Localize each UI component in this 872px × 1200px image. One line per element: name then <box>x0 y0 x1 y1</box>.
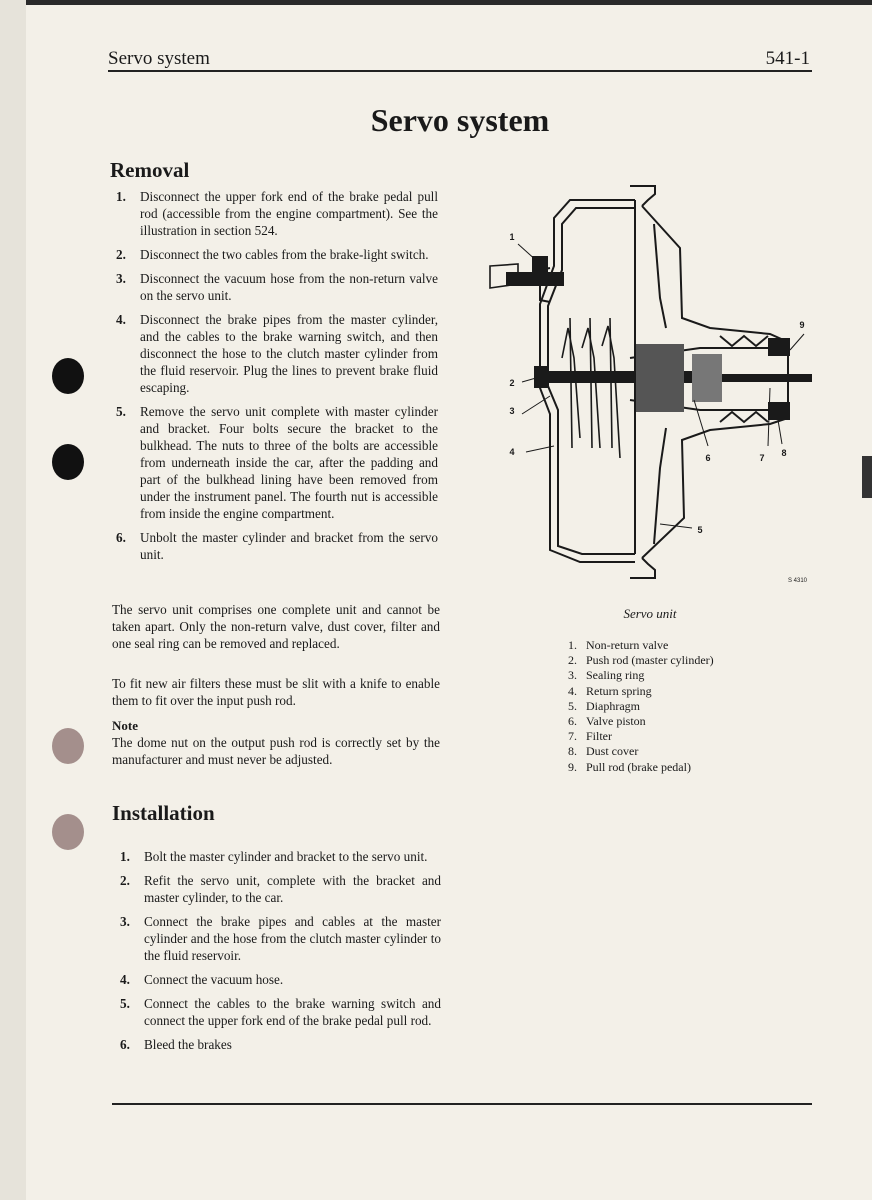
figure-legend <box>568 638 714 775</box>
callout-2: 2 <box>509 378 515 388</box>
legend-text: Filter <box>586 729 612 744</box>
step-number: 5. <box>116 404 126 419</box>
installation-step <box>114 1036 441 1053</box>
binder-hole <box>52 728 84 764</box>
legend-number: 4. <box>568 683 577 698</box>
callout-4: 4 <box>509 447 515 457</box>
installation-steps-list <box>114 848 441 1060</box>
removal-step <box>110 529 438 563</box>
callout-9: 9 <box>799 320 805 330</box>
legend-number: 8. <box>568 744 577 759</box>
legend-item <box>568 729 714 744</box>
legend-number: 9. <box>568 759 577 774</box>
installation-step <box>114 872 441 906</box>
legend-text: Pull rod (brake pedal) <box>586 759 691 774</box>
legend-item <box>568 668 714 683</box>
legend-item <box>568 714 714 729</box>
page-top-edge <box>0 0 872 5</box>
footer-rule <box>112 1103 812 1105</box>
step-text: Connect the brake pipes and cables at the master cylinder and the hose from the clutch master cylinder to the fluid reservoir. <box>144 914 441 963</box>
legend-number: 3. <box>568 668 577 683</box>
callout-8: 8 <box>781 448 787 458</box>
page-number: 541-1 <box>765 48 810 69</box>
step-number: 6. <box>120 1037 130 1052</box>
removal-step <box>110 311 438 396</box>
note-text: The dome nut on the output push rod is correctly set by the manufacturer and must never be adjusted. <box>112 735 440 767</box>
figure-code: S 4310 <box>788 578 808 584</box>
legend-item <box>568 744 714 759</box>
installation-step <box>114 995 441 1029</box>
running-header-section: Servo system <box>108 48 210 69</box>
header-rule <box>108 70 812 72</box>
binder-hole <box>52 358 84 394</box>
removal-heading: Removal <box>110 158 190 182</box>
step-text: Unbolt the master cylinder and bracket from the servo unit. <box>140 530 438 562</box>
removal-step <box>110 246 438 263</box>
legend-item <box>568 684 714 699</box>
legend-text: Return spring <box>586 683 652 698</box>
step-text: Disconnect the two cables from the brake-light switch. <box>140 247 429 262</box>
step-text: Refit the servo unit, complete with the bracket and master cylinder, to the car. <box>144 873 441 905</box>
step-text: Disconnect the brake pipes from the master cylinder, and the cables to the brake warning switch, and then disconnect the hose to the clutch master cylinder from the fluid reservoir. Plug the lines to prevent brake fluid escaping. <box>140 312 438 395</box>
installation-heading: Installation <box>112 801 215 825</box>
air-filter-paragraph: To fit new air filters these must be slit with a knife to enable them to fit over the input push rod. <box>112 676 440 708</box>
step-number: 4. <box>120 972 130 987</box>
binder-hole <box>52 814 84 850</box>
legend-text: Sealing ring <box>586 668 645 683</box>
legend-item <box>568 638 714 653</box>
step-text: Disconnect the upper fork end of the brake pedal pull rod (accessible from the engine compartment). See the illustration in section 524. <box>140 189 438 238</box>
step-number: 2. <box>116 247 126 262</box>
callout-6: 6 <box>705 453 711 463</box>
legend-text: Valve piston <box>586 714 646 729</box>
callout-5: 5 <box>697 525 703 535</box>
servo-description-paragraph: The servo unit comprises one complete unit and cannot be taken apart. Only the non-return valve, dust cover, filter and one seal ring can be removed and replaced. <box>112 602 440 651</box>
legend-item <box>568 760 714 775</box>
removal-step <box>110 270 438 304</box>
step-number: 1. <box>116 189 126 204</box>
step-number: 4. <box>116 312 126 327</box>
removal-step <box>110 188 438 239</box>
installation-step <box>114 971 441 988</box>
step-number: 6. <box>116 530 126 545</box>
legend-text: Non-return valve <box>586 638 669 652</box>
page-title: Servo system <box>370 102 550 138</box>
legend-item <box>568 699 714 714</box>
step-number: 3. <box>116 271 126 286</box>
page-left-margin <box>0 0 26 1200</box>
servo-unit-diagram <box>470 178 815 598</box>
step-number: 3. <box>120 914 130 929</box>
installation-step <box>114 848 441 865</box>
legend-item <box>568 653 714 668</box>
legend-number: 5. <box>568 698 577 713</box>
step-text: Bolt the master cylinder and bracket to the servo unit. <box>144 849 428 864</box>
step-text: Connect the cables to the brake warning switch and connect the upper fork end of the brake pedal pull rod. <box>144 996 441 1028</box>
legend-text: Dust cover <box>586 744 639 759</box>
step-number: 1. <box>120 849 130 864</box>
step-text: Bleed the brakes <box>144 1037 232 1052</box>
step-number: 5. <box>120 996 130 1011</box>
step-number: 2. <box>120 873 130 888</box>
legend-number: 7. <box>568 729 577 744</box>
binder-hole <box>52 444 84 480</box>
installation-step <box>114 913 441 964</box>
step-text: Connect the vacuum hose. <box>144 972 284 987</box>
step-text: Remove the servo unit complete with master cylinder and bracket. Four bolts secure the bracket to the bulkhead. The nuts to three of the bolts are accessible from underneath inside the car, after the padding and part of the bulkhead lining have been removed from under the instrument panel. The fourth nut is accessible from inside the engine compartment. <box>140 404 438 521</box>
note-heading: Note <box>112 718 138 733</box>
callout-7: 7 <box>759 453 765 463</box>
removal-steps-list <box>110 188 438 570</box>
legend-text: Push rod (master cylinder) <box>586 653 714 668</box>
figure-caption: Servo unit <box>623 606 677 621</box>
callout-1: 1 <box>509 232 515 242</box>
step-text: Disconnect the vacuum hose from the non-return valve on the servo unit. <box>140 271 438 303</box>
removal-step <box>110 403 438 522</box>
legend-number: 6. <box>568 714 577 729</box>
legend-number: 2. <box>568 653 577 668</box>
callout-3: 3 <box>509 406 515 416</box>
legend-text: Diaphragm <box>586 698 640 713</box>
legend-number: 1. <box>568 638 577 652</box>
thumb-index-tab <box>862 456 872 498</box>
